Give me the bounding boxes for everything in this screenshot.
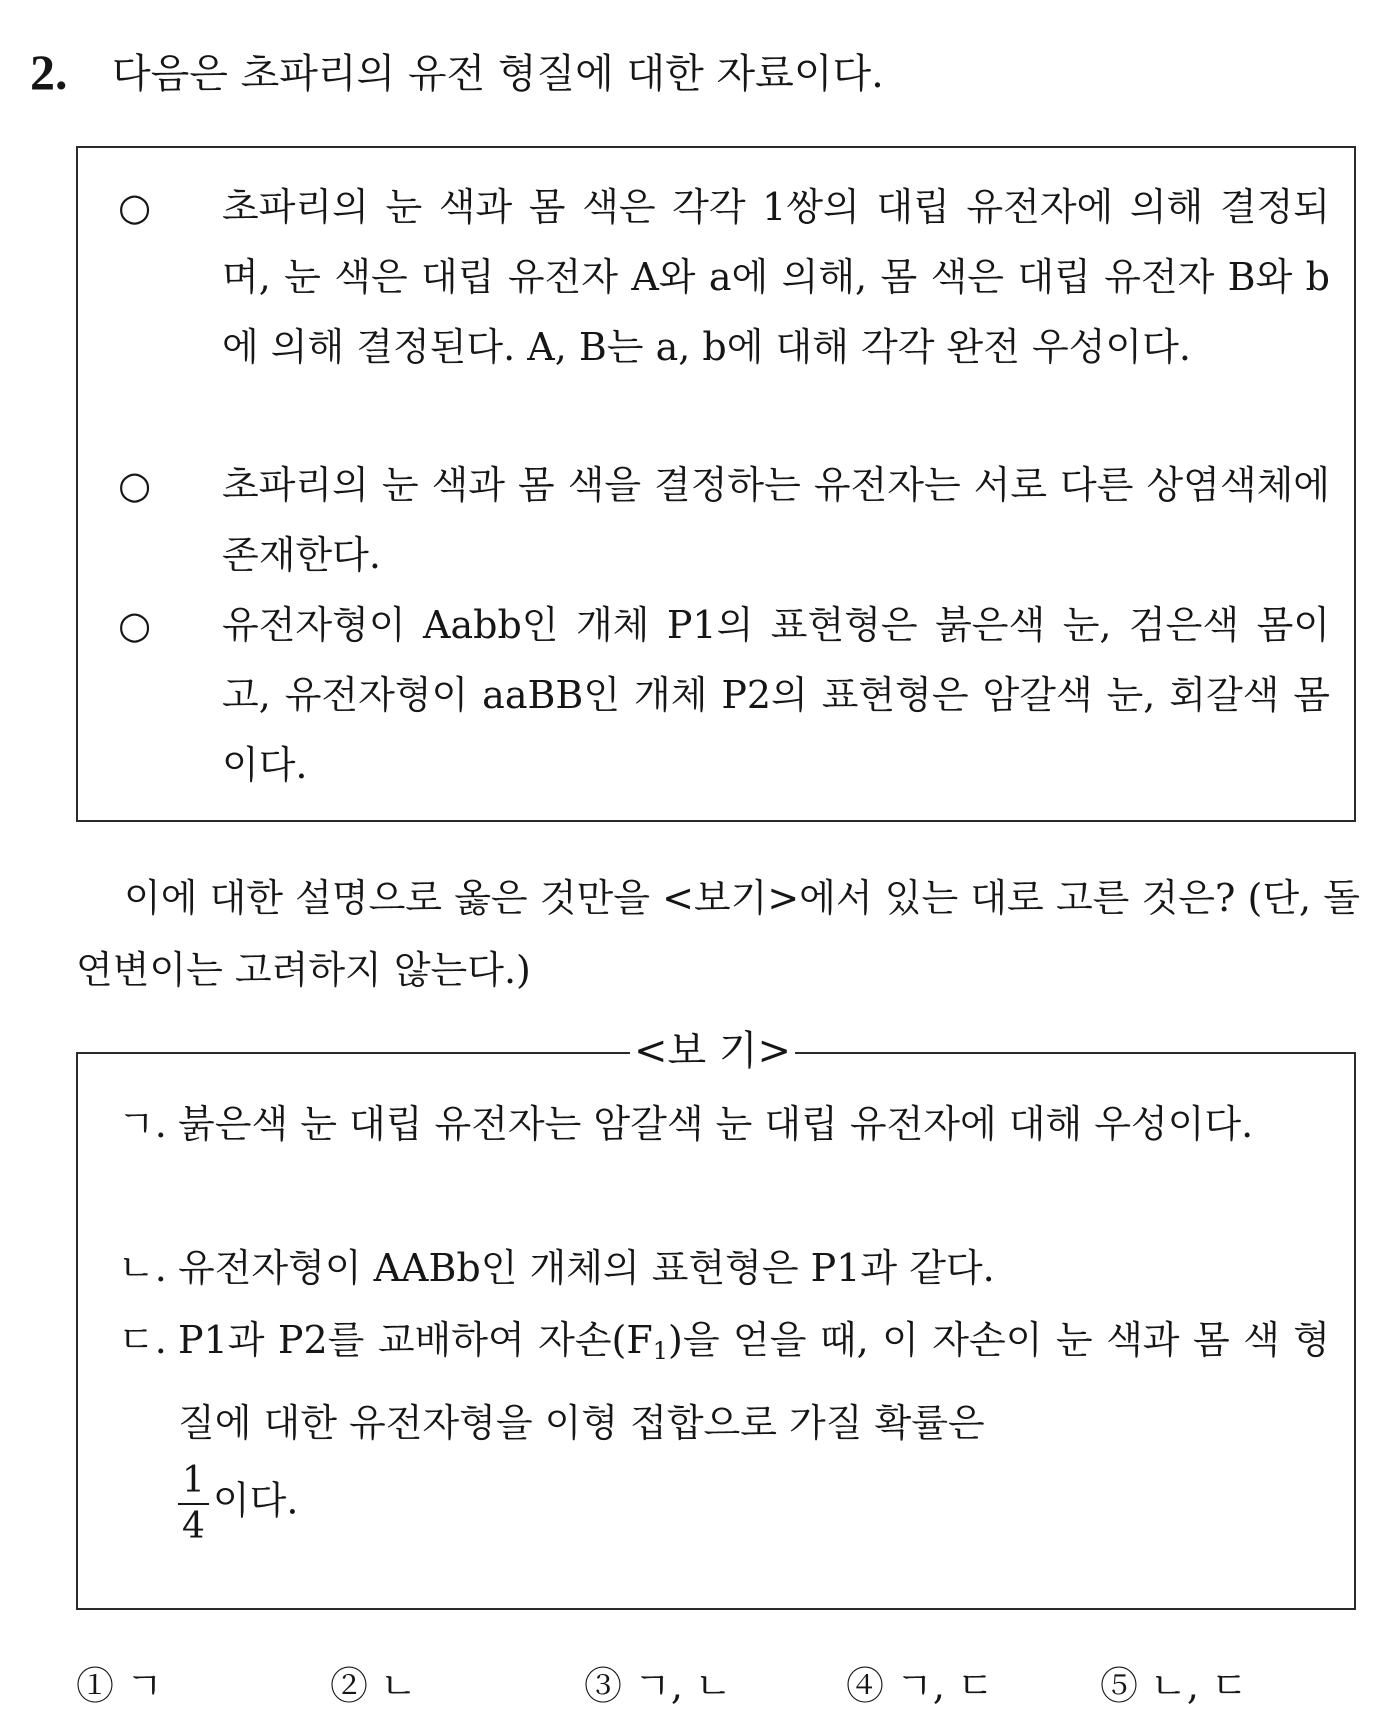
choice-mark: ② [330,1664,369,1708]
choice-2[interactable] [330,1656,417,1716]
question-stem: 다음은 초파리의 유전 형질에 대한 자료이다. [112,51,884,97]
bogi-item-mark: ㄱ. [118,1102,167,1146]
bogi-item-text: 붉은색 눈 대립 유전자는 암갈색 눈 대립 유전자에 대해 우성이다. [178,1102,1254,1146]
choice-text: ㄴ, ㄷ [1150,1664,1248,1708]
bogi-text-part: P1과 P2를 교배하여 자손(F [178,1318,653,1362]
choice-4[interactable] [846,1656,994,1716]
choice-mark: ④ [846,1664,885,1708]
question-number: 2. [30,44,68,100]
fraction [178,1459,209,1549]
info-item-text: 초파리의 눈 색과 몸 색을 결정하는 유전자는 서로 다른 상염색체에 존재한다. [222,463,1330,577]
info-box [76,146,1356,822]
info-item-text: 초파리의 눈 색과 몸 색은 각각 1쌍의 대립 유전자에 의해 결정되며, 눈 색은 대립 유전자 A와 a에 의해, 몸 색은 대립 유전자 B와 b에 의해 결정된다. A, B는 a, b에 대해 각각 완전 우성이다. [222,185,1330,369]
choice-text: ㄱ [126,1664,163,1708]
info-item-text: 유전자형이 Aabb인 개체 P1의 표현형은 붉은색 눈, 검은색 몸이고, 유전자형이 aaBB인 개체 P2의 표현형은 암갈색 눈, 회갈색 몸이다. [222,603,1330,787]
bogi-item-mark: ㄷ. [118,1318,167,1362]
bogi-item-mark: ㄴ. [118,1246,167,1290]
choice-1[interactable] [76,1656,163,1716]
answer-choices [76,1656,1360,1716]
choice-text: ㄴ [380,1664,417,1708]
bogi-text-part: )을 얻을 때, 이 자손이 눈 색과 몸 색 형질에 대한 유전자형을 이형 접합으로 가질 확률은 [178,1318,1330,1445]
info-item [118,172,1330,382]
bogi-box [76,1052,1356,1610]
bogi-item [118,1232,1330,1304]
bogi-text-part: 이다. [212,1478,299,1523]
question-prompt: 이에 대한 설명으로 옳은 것만을 <보기>에서 있는 대로 고른 것은? (단, 돌연변이는 고려하지 않는다.) [76,876,1360,992]
info-item [118,450,1330,590]
bogi-item [118,1304,1330,1549]
fraction-numerator: 1 [178,1459,209,1505]
choice-5[interactable] [1100,1656,1248,1716]
bullet-icon: ○ [118,185,152,229]
subscript: 1 [652,1337,669,1365]
bogi-item-text: 유전자형이 AABb인 개체의 표현형은 P1과 같다. [178,1246,995,1290]
bullet-icon: ○ [118,463,152,507]
choice-text: ㄱ, ㄴ [634,1664,732,1708]
bullet-icon: ○ [118,603,152,647]
bogi-item [118,1088,1330,1160]
bogi-item-text [178,1304,1330,1549]
choice-mark: ③ [584,1664,623,1708]
choice-mark: ① [76,1664,115,1708]
choice-text: ㄱ, ㄷ [896,1664,994,1708]
choice-3[interactable] [584,1656,732,1716]
choice-mark: ⑤ [1100,1664,1139,1708]
fraction-denominator: 4 [182,1506,205,1547]
info-item [118,590,1330,800]
bogi-title: <보 기> [630,1024,795,1078]
